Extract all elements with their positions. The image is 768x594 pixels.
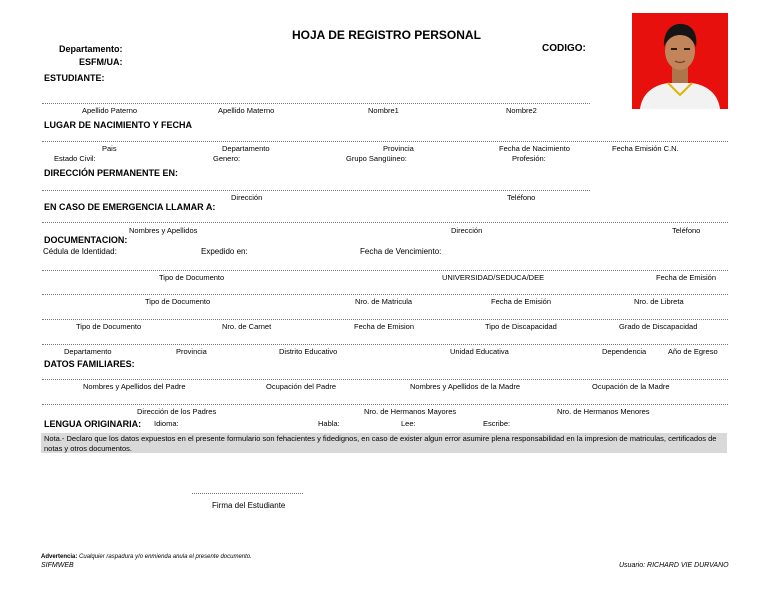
nombre2-label: Nombre2 (506, 106, 537, 115)
usuario-label: Usuario: RICHARD VIE DURVANO (619, 562, 729, 569)
pais-label: Pais (102, 144, 117, 153)
system-name: SIFMWEB (41, 562, 74, 569)
footer-warning (41, 554, 252, 560)
esfm-label: ESFM/UA: (79, 57, 123, 67)
signature-label: Firma del Estudiante (212, 501, 286, 510)
idioma-label: Idioma: (154, 419, 179, 428)
doc3-discapacidad-grado-label: Grado de Discapacidad (619, 322, 698, 331)
school-distrito-label: Distrito Educativo (279, 347, 338, 356)
fecha-nacimiento-label: Fecha de Nacimiento (499, 144, 570, 153)
address-section-title: DIRECCIÓN PERMANENTE EN: (44, 168, 179, 178)
family-section-title: DATOS FAMILIARES: (44, 359, 135, 369)
documents-section-title: DOCUMENTACION: (44, 235, 128, 245)
doc3-carnet-label: Nro. de Carnet (222, 322, 272, 331)
school-dependencia-label: Dependencia (602, 347, 647, 356)
cedula-label: Cédula de Identidad: (43, 247, 117, 256)
doc2-fecha-label: Fecha de Emisión (491, 297, 552, 306)
departamento-label: Departamento: (59, 44, 123, 54)
signature-line (192, 493, 303, 494)
lee-label: Lee: (401, 419, 416, 428)
doc2-matricula-label: Nro. de Matricula (355, 297, 413, 306)
provincia-label: Provincia (383, 144, 414, 153)
departamento-birth-label: Departamento (222, 144, 270, 153)
apellido-paterno-label: Apellido Paterno (82, 106, 138, 115)
estado-civil-label: Estado Civil: (54, 154, 96, 163)
padre-ocupacion-label: Ocupación del Padre (266, 382, 337, 391)
school-egreso-label: Año de Egreso (668, 347, 718, 356)
declaration-note: Nota.- Declaro que los datos expuestos en el presente formulario son fehacientes y fidedignos, en caso de exister algun error asumire plena responsabilidad en la impresion de matriculas, certificados de notas y otros documentos. (41, 433, 727, 453)
hermanos-mayores-label: Nro. de Hermanos Mayores (364, 407, 457, 416)
school-departamento-label: Departamento (64, 347, 112, 356)
telefono-label: Teléfono (507, 193, 536, 202)
doc3-tipo-label: Tipo de Documento (76, 322, 142, 331)
direccion-label: Dirección (231, 193, 263, 202)
padre-nombre-label: Nombres y Apellidos del Padre (83, 382, 186, 391)
page-title: HOJA DE REGISTRO PERSONAL (292, 28, 481, 42)
grupo-sanguineo-label: Grupo Sangüineo: (346, 154, 407, 163)
emergency-section-title: EN CASO DE EMERGENCIA LLAMAR A: (44, 202, 216, 212)
language-section-title: LENGUA ORIGINARIA: (44, 419, 142, 429)
habla-label: Habla: (318, 419, 340, 428)
doc2-tipo-label: Tipo de Documento (145, 297, 211, 306)
birth-section-title: LUGAR DE NACIMIENTO Y FECHA (44, 120, 193, 130)
vencimiento-label: Fecha de Vencimiento: (360, 247, 442, 256)
emergency-direccion-label: Dirección (451, 226, 483, 235)
school-provincia-label: Provincia (176, 347, 207, 356)
codigo-label: CODIGO: (542, 43, 586, 54)
padres-direccion-label: Dirección de los Padres (137, 407, 217, 416)
profesion-label: Profesión: (512, 154, 546, 163)
emergency-telefono-label: Teléfono (672, 226, 701, 235)
fecha-emision-cn-label: Fecha Emisión C.N. (612, 144, 679, 153)
doc3-fecha-label: Fecha de Emision (354, 322, 415, 331)
emergency-nombres-label: Nombres y Apellidos (129, 226, 198, 235)
doc3-discapacidad-tipo-label: Tipo de Discapacidad (485, 322, 557, 331)
nombre1-label: Nombre1 (368, 106, 399, 115)
genero-label: Genero: (213, 154, 241, 163)
school-unidad-label: Unidad Educativa (450, 347, 509, 356)
student-photo (632, 13, 728, 109)
advertencia-label: Advertencia: (41, 554, 78, 560)
doc1-tipo-label: Tipo de Documento (159, 273, 225, 282)
doc1-fecha-label: Fecha de Emisión (656, 273, 717, 282)
madre-nombre-label: Nombres y Apellidos de la Madre (410, 382, 521, 391)
doc1-universidad-label: UNIVERSIDAD/SEDUCA/DEE (442, 273, 545, 282)
apellido-materno-label: Apellido Materno (218, 106, 275, 115)
expedido-label: Expedido en: (201, 247, 248, 256)
escribe-label: Escribe: (483, 419, 511, 428)
estudiante-label: ESTUDIANTE: (44, 73, 105, 83)
doc2-libreta-label: Nro. de Libreta (634, 297, 684, 306)
advertencia-text: Cualquier raspadura y/o enmienda anula el presente documento. (79, 554, 252, 560)
madre-ocupacion-label: Ocupación de la Madre (592, 382, 670, 391)
hermanos-menores-label: Nro. de Hermanos Menores (557, 407, 650, 416)
